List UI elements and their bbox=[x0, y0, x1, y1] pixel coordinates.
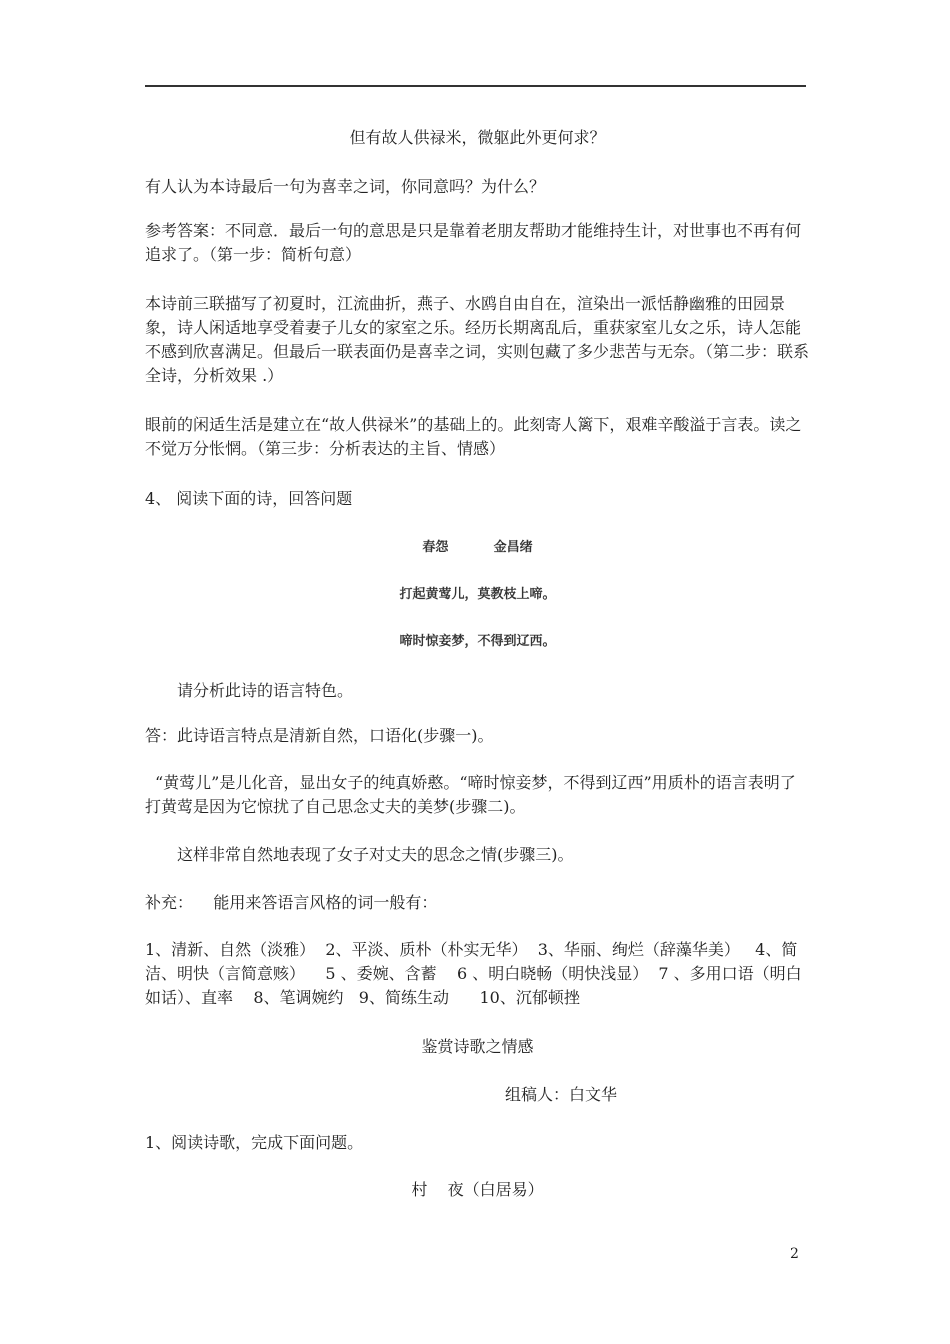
header-rule bbox=[145, 85, 806, 87]
poem-closing-line: 但有故人供禄米，微躯此外更何求？ bbox=[349, 128, 606, 147]
answer-paragraph: 眼前的闲适生活是建立在“故人供禄米”的基础上的。此刻寄人篱下，艰难辛酸溢于言表。读之不觉万分怅惘。（第三步：分析表达的主旨、情感） bbox=[145, 415, 802, 458]
supplement-note: 补充： 能用来答语言风格的词一般有： bbox=[145, 893, 438, 912]
poem-line: 打起黄莺儿，莫教枝上啼。 bbox=[399, 587, 556, 602]
answer-step: “黄莺儿”是儿化音，显出女子的纯真娇憨。“啼时惊妾梦，不得到辽西”用质朴的语言表明了打黄莺是因为它惊扰了自己思念丈夫的美梦(步骤二)。 bbox=[145, 773, 796, 816]
style-word-list: 1、清新、自然（淡雅） 2、平淡、质朴（朴实无华） 3、华丽、绚烂（辞藻华美） 4、简洁、明快（言简意赅） 5 、委婉、含蓄 6 、明白晓畅（明快浅显） 7 、多用口语（明白如话）、直率 8、笔调婉约 9、简练生动 10、沉郁顿挫 bbox=[145, 940, 802, 1007]
answer-step: 答：此诗语言特点是清新自然，口语化(步骤一)。 bbox=[145, 726, 494, 745]
question-prompt: 请分析此诗的语言特色。 bbox=[177, 681, 354, 700]
compiler-credit: 组稿人：白文华 bbox=[505, 1085, 618, 1104]
poem-title: 村 夜（白居易） bbox=[411, 1180, 544, 1199]
page-number: 2 bbox=[790, 1246, 799, 1262]
question-heading: 4、 阅读下面的诗，回答问题 bbox=[145, 489, 353, 508]
section-title: 鉴赏诗歌之情感 bbox=[421, 1037, 534, 1056]
answer-step: 这样非常自然地表现了女子对丈夫的思念之情(步骤三)。 bbox=[177, 845, 574, 864]
answer-paragraph: 本诗前三联描写了初夏时，江流曲折，燕子、水鸥自由自在，渲染出一派恬静幽雅的田园景象，诗人闲适地享受着妻子儿女的家室之乐。经历长期离乱后，重获家室儿女之乐，诗人怎能不感到欣喜满足。但最后一联表面仍是喜幸之词，实则包藏了多少悲苦与无奈。（第二步：联系全诗，分析效果 .） bbox=[145, 294, 810, 385]
question-text: 1、阅读诗歌，完成下面问题。 bbox=[145, 1133, 364, 1152]
poem-title: 春怨 金昌绪 bbox=[422, 540, 533, 555]
question-text: 有人认为本诗最后一句为喜幸之词，你同意吗？为什么？ bbox=[145, 177, 546, 196]
answer-paragraph: 参考答案：不同意．最后一句的意思是只是靠着老朋友帮助才能维持生计，对世事也不再有何追求了。（第一步：简析句意） bbox=[145, 221, 802, 264]
poem-line: 啼时惊妾梦，不得到辽西。 bbox=[399, 634, 556, 649]
